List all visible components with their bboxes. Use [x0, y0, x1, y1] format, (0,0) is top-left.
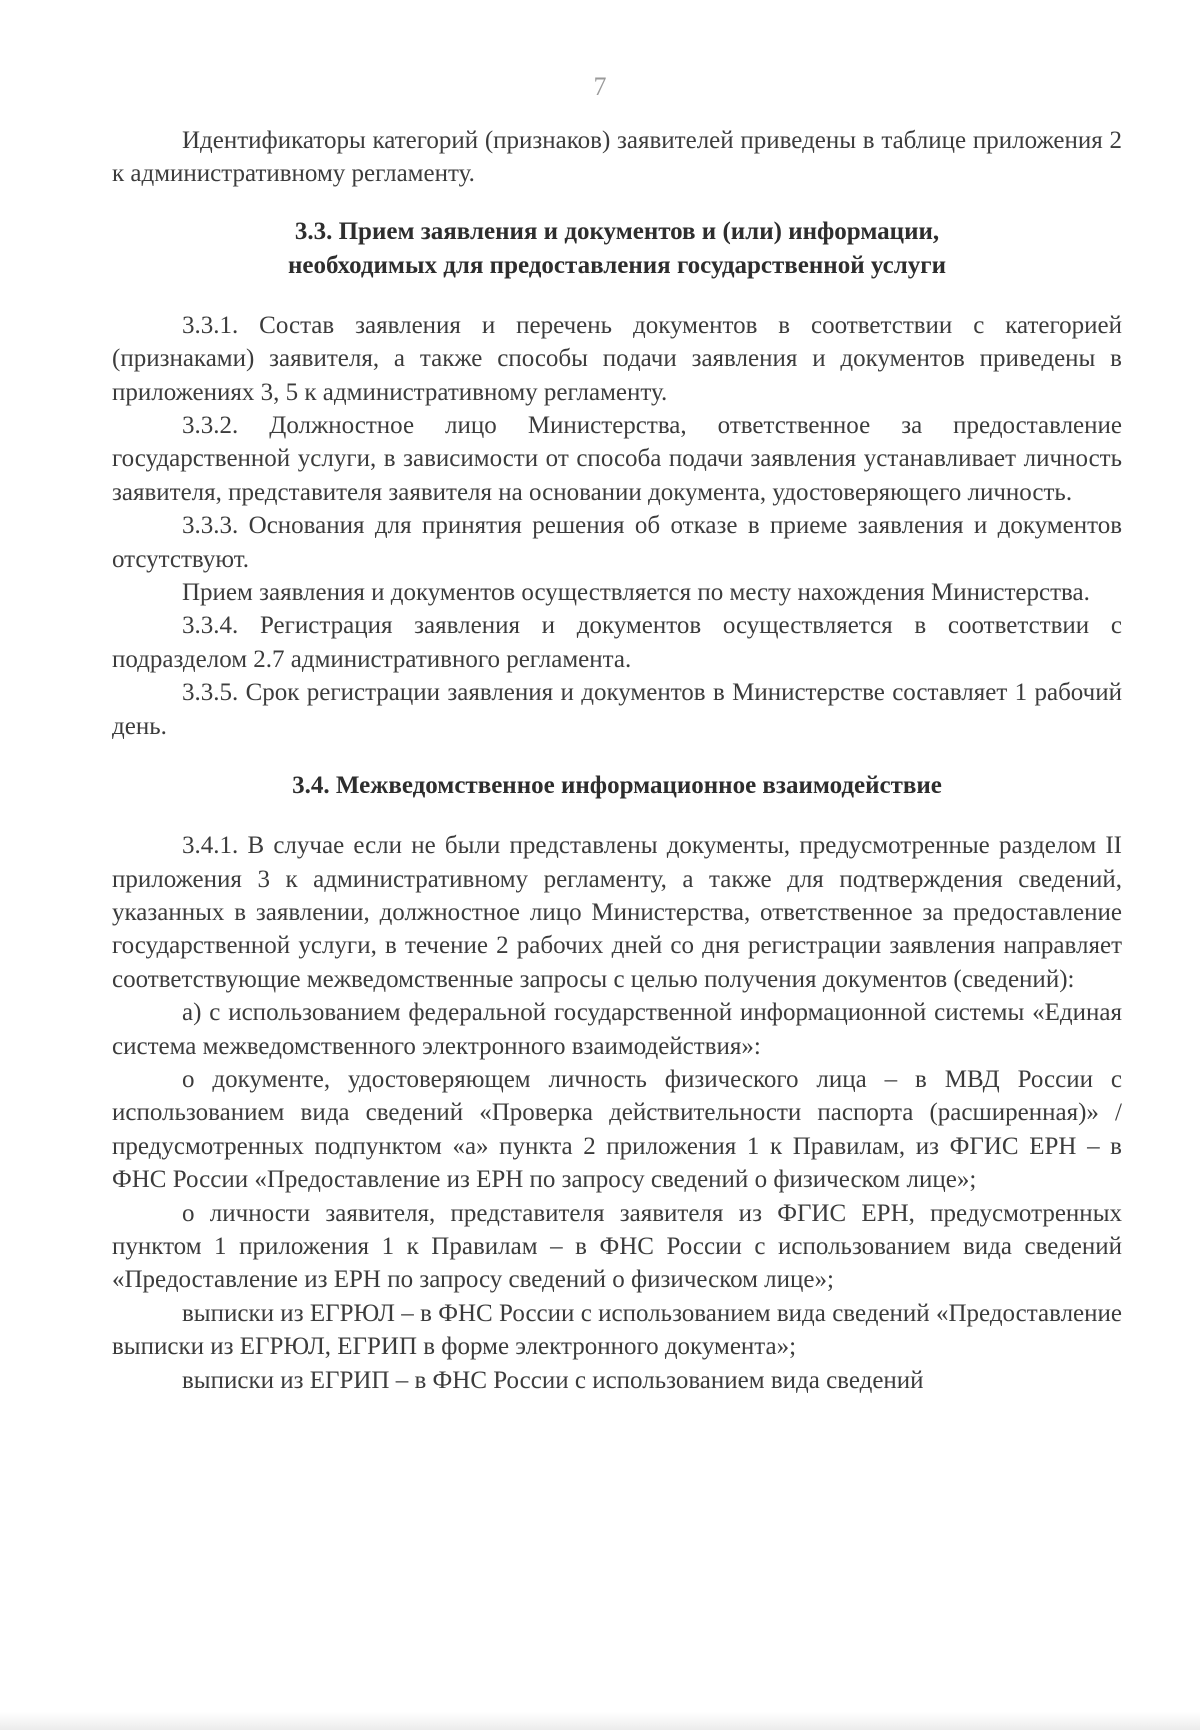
heading-section-3-4	[112, 769, 1122, 803]
paragraph-applicant-identity: о личности заявителя, представителя заявителя из ФГИС ЕРН, предусмотренных пунктом 1 приложения 1 к Правилам – в ФНС России с использованием вида сведений «Предоставление из ЕРН по запросу сведений о физическом лице»;	[112, 1199, 1122, 1294]
heading-line: 3.3. Прием заявления и документов и (или) информации,	[294, 217, 940, 245]
paragraph-reception-place: Прием заявления и документов осуществляется по месту нахождения Министерства.	[182, 579, 1090, 607]
document-body	[112, 124, 1122, 1397]
paragraph-3-3-5: 3.3.5. Срок регистрации заявления и документов в Министерстве составляет 1 рабочий день.	[112, 679, 1122, 740]
paragraph-item-a: а) с использованием федеральной государственной информационной системы «Единая система межведомственного электронного взаимодействия»:	[112, 999, 1122, 1060]
scan-edge-shadow	[0, 1712, 1200, 1730]
paragraph-3-3-3: 3.3.3. Основания для принятия решения об отказе в приеме заявления и документов отсутствуют.	[112, 512, 1122, 573]
paragraph-3-3-4: 3.3.4. Регистрация заявления и документов осуществляется в соответствии с подразделом 2.7 административного регламента.	[112, 612, 1122, 673]
paragraph-3-3-2: 3.3.2. Должностное лицо Министерства, ответственное за предоставление государственной услуги, в зависимости от способа подачи заявления устанавливает личность заявителя, представителя заявителя на основании документа, удостоверяющего личность.	[112, 412, 1122, 506]
heading-section-3-3	[112, 215, 1122, 283]
paragraph-egrip-extract: выписки из ЕГРИП – в ФНС России с использованием вида сведений	[182, 1366, 924, 1394]
heading-line: 3.4. Межведомственное информационное взаимодействие	[292, 772, 942, 800]
page-number: 7	[593, 72, 607, 101]
paragraph-3-4-1: 3.4.1. В случае если не были представлены документы, предусмотренные разделом II приложения 3 к административному регламенту, а также для подтверждения сведений, указанных в заявлении, должностное лицо Министерства, ответственное за предоставление государственной услуги, в течение 2 рабочих дней со дня регистрации заявления направляет соответствующие межведомственные запросы с целью получения документов (сведений):	[112, 832, 1122, 993]
paragraph-identity-document: о документе, удостоверяющем личность физического лица – в МВД России с использованием вида сведений «Проверка действительности паспорта (расширенная)» / предусмотренных подпунктом «а» пункта 2 приложения 1 к Правилам, из ФГИС ЕРН – в ФНС России «Предоставление из ЕРН по запросу сведений о физическом лице»;	[112, 1065, 1122, 1194]
paragraph-category-identifiers: Идентификаторы категорий (признаков) заявителей приведены в таблице приложения 2 к административному регламенту.	[112, 127, 1122, 188]
heading-line: необходимых для предоставления государственной услуги	[288, 251, 946, 279]
paragraph-3-3-1: 3.3.1. Состав заявления и перечень документов в соответствии с категорией (признаками) заявителя, а также способы подачи заявления и документов приведены в приложениях 3, 5 к административному регламенту.	[112, 311, 1122, 406]
paragraph-egrul-extract: выписки из ЕГРЮЛ – в ФНС России с использованием вида сведений «Предоставление выписки из ЕГРЮЛ, ЕГРИП в форме электронного документа»;	[112, 1299, 1122, 1361]
